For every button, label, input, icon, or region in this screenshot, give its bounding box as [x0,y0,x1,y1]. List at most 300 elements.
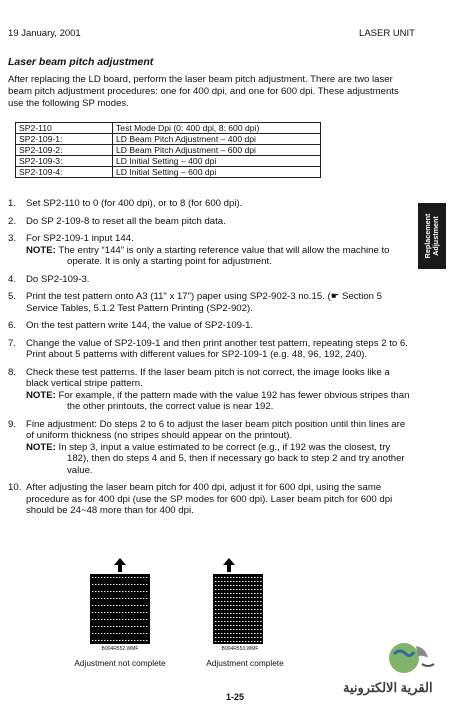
pattern-dot [137,584,138,585]
pattern-dot [260,585,261,586]
pattern-dot [98,591,99,592]
pattern-dot [233,577,234,578]
pattern-dot [254,613,255,614]
step-item [8,367,413,413]
sp-table-row [16,145,321,156]
pattern-dot [119,633,120,634]
pattern-dot [230,637,231,638]
pattern-dot [215,589,216,590]
pattern-dot [236,621,237,622]
figure-not-complete [60,558,180,670]
pattern-dot [239,617,240,618]
pattern-dot [236,593,237,594]
pattern-dot [257,593,258,594]
pattern-dot [98,577,99,578]
pattern-dot [245,641,246,642]
pattern-dot [215,577,216,578]
pattern-dot [146,577,147,578]
pattern-dot [260,621,261,622]
pattern-dot [239,589,240,590]
pattern-dot [104,591,105,592]
pattern-dot [104,619,105,620]
pattern-dot [134,605,135,606]
pattern-dot [251,597,252,598]
pattern-dot [215,597,216,598]
pattern-dot [107,619,108,620]
pattern-dot [218,601,219,602]
pattern-dot [230,609,231,610]
pattern-dot [131,612,132,613]
pattern-dot [224,609,225,610]
pattern-dot [254,629,255,630]
pattern-dot [92,626,93,627]
pattern-dot [128,619,129,620]
step-number: 2. [8,215,17,227]
test-pattern-image [213,574,263,644]
pattern-dot [92,612,93,613]
pattern-dot [215,601,216,602]
pattern-dot [242,613,243,614]
pattern-dot [119,598,120,599]
pattern-dot [230,597,231,598]
pattern-dot [113,619,114,620]
pattern-dot [140,577,141,578]
pattern-dot [254,617,255,618]
pattern-dot [254,625,255,626]
step-number: 6. [8,320,17,331]
pattern-dot [227,625,228,626]
pattern-dot [257,633,258,634]
pattern-dot [221,629,222,630]
pattern-dot [221,637,222,638]
pattern-dot [227,605,228,606]
pattern-dot [239,637,240,638]
pattern-dot [110,640,111,641]
pattern-dot [251,633,252,634]
pattern-dot [239,621,240,622]
pattern-dot [104,640,105,641]
pattern-dot [125,584,126,585]
pattern-dot [140,591,141,592]
pattern-dot [254,621,255,622]
pattern-dot [257,637,258,638]
pattern-dot [125,577,126,578]
pattern-dot [215,641,216,642]
pattern-dot [125,640,126,641]
pattern-dot [125,591,126,592]
pattern-dot [248,613,249,614]
pattern-dot [95,591,96,592]
pattern-dot [257,629,258,630]
step-note [26,390,413,413]
pattern-dot [215,609,216,610]
pattern-dot [242,589,243,590]
pattern-dot [92,605,93,606]
pattern-dot [248,605,249,606]
page-number: 1-25 [225,692,244,702]
pattern-dot [101,577,102,578]
pattern-dot [131,626,132,627]
pattern-dot [116,591,117,592]
pattern-dot [143,619,144,620]
pattern-dot [251,641,252,642]
pattern-dot [257,621,258,622]
pattern-dot [215,585,216,586]
sp-code-cell: SP2-109-1: [16,134,113,145]
pattern-dot [239,593,240,594]
pattern-dot [224,605,225,606]
pattern-dot [140,626,141,627]
pattern-dot [251,605,252,606]
pattern-dot [119,640,120,641]
pattern-dot [122,584,123,585]
pattern-dot [110,605,111,606]
pattern-dot [257,581,258,582]
pattern-dot [260,625,261,626]
pattern-dot [221,597,222,598]
pattern-dot [257,625,258,626]
pattern-dot [239,581,240,582]
pattern-dot [137,619,138,620]
pattern-dot [113,612,114,613]
pattern-dot [260,641,261,642]
pattern-dot [143,612,144,613]
pattern-dot [128,591,129,592]
pattern-dot [242,629,243,630]
pattern-dot [140,612,141,613]
pattern-dot [248,597,249,598]
pattern-dot [104,605,105,606]
pattern-dot [224,629,225,630]
pattern-dot [107,640,108,641]
sp-desc-cell: LD Initial Setting – 600 dpi [113,167,321,178]
pattern-dot [221,589,222,590]
pattern-dot [146,640,147,641]
pattern-dot [128,605,129,606]
pattern-dot [134,640,135,641]
pattern-dot [215,581,216,582]
pattern-dot [221,621,222,622]
pattern-dot [239,577,240,578]
pattern-dot [257,601,258,602]
pattern-dot [251,621,252,622]
pattern-dot [245,637,246,638]
pattern-dot [110,598,111,599]
pattern-dot [224,621,225,622]
pattern-dot [218,585,219,586]
pattern-dot [110,612,111,613]
pattern-dot [236,625,237,626]
pattern-dot [101,619,102,620]
pattern-dot [110,626,111,627]
pattern-dot [107,598,108,599]
pattern-dot [236,633,237,634]
pattern-dot [134,633,135,634]
pattern-dot [257,585,258,586]
pattern-dot [116,598,117,599]
pattern-dot [239,585,240,586]
sp-table-row [16,123,321,134]
pattern-dot [260,597,261,598]
pattern-dot [242,621,243,622]
pattern-dot [101,591,102,592]
pattern-dot [116,626,117,627]
pattern-dot [245,581,246,582]
pattern-dot [233,633,234,634]
pattern-dot [104,633,105,634]
test-pattern-image [90,574,150,644]
pattern-dot [122,640,123,641]
pattern-dot [227,581,228,582]
pattern-dot [131,598,132,599]
pattern-dot [245,625,246,626]
pattern-dot [101,626,102,627]
pattern-dot [98,619,99,620]
pattern-dot [221,605,222,606]
pattern-dot [143,598,144,599]
pattern-dot [146,612,147,613]
pattern-dot [215,605,216,606]
pattern-dot [101,633,102,634]
pattern-dot [113,584,114,585]
step-item [8,338,413,361]
pattern-dot [242,637,243,638]
pattern-dot [257,641,258,642]
pattern-dot [239,625,240,626]
pattern-dot [227,597,228,598]
pattern-dot [230,605,231,606]
pattern-dot [251,581,252,582]
figure-filename: B004R552.WMF [101,646,139,652]
pattern-dot [221,601,222,602]
pattern-dot [215,621,216,622]
sp-desc-cell: LD Initial Setting – 400 dpi [113,156,321,167]
step-number: 1. [8,198,17,209]
pattern-dot [242,617,243,618]
sp-table-row [16,156,321,167]
pattern-dot [143,591,144,592]
sp-table-row [16,167,321,178]
pattern-dot [137,577,138,578]
pattern-dot [230,593,231,594]
pattern-dot [221,581,222,582]
pattern-dot [101,584,102,585]
note-label: NOTE: [26,244,56,256]
pattern-dot [116,577,117,578]
pattern-dot [218,589,219,590]
step-number: 9. [8,418,17,430]
pattern-dot [101,598,102,599]
up-arrow-icon [223,558,235,572]
pattern-dot [221,633,222,634]
pattern-dot [230,577,231,578]
pattern-dot [140,584,141,585]
pattern-dot [248,585,249,586]
pattern-dot [227,637,228,638]
pattern-dot [251,617,252,618]
pattern-dot [236,641,237,642]
step-number: 8. [8,366,17,378]
pattern-dot [245,577,246,578]
pattern-dot [122,626,123,627]
pattern-dot [92,577,93,578]
sp-code-cell: SP2-110 [16,123,113,134]
pattern-dot [221,593,222,594]
pattern-dot [95,633,96,634]
pattern-dot [230,617,231,618]
step-note [26,442,413,477]
step-number: 7. [8,337,17,349]
sp-desc-cell: LD Beam Pitch Adjustment – 400 dpi [113,134,321,145]
pattern-dot [224,601,225,602]
pattern-dot [218,593,219,594]
pattern-dot [95,577,96,578]
pattern-dot [254,597,255,598]
pattern-dot [224,633,225,634]
pattern-dot [107,577,108,578]
pattern-dot [248,593,249,594]
pattern-dot [134,619,135,620]
pattern-dot [218,581,219,582]
pattern-dot [257,605,258,606]
pattern-dot [233,585,234,586]
pattern-dot [218,577,219,578]
pattern-dot [92,640,93,641]
pattern-dot [257,597,258,598]
pattern-dot [260,617,261,618]
step-item [8,233,413,268]
pattern-dot [245,605,246,606]
pattern-dot [248,601,249,602]
pattern-dot [113,591,114,592]
pattern-dot [107,591,108,592]
pattern-dot [260,577,261,578]
pattern-dot [95,598,96,599]
figure-caption: Adjustment complete [206,658,284,668]
pattern-dot [236,617,237,618]
intro-paragraph: After replacing the LD board, perform the laser beam pitch adjustment. There are two laser beam pitch adjustment procedures: one for 400 dpi, and one for 600 dpi. These adjustments use the following SP modes. [8,74,399,109]
pattern-dot [236,589,237,590]
pattern-dot [236,609,237,610]
pattern-dot [233,589,234,590]
pattern-dot [242,585,243,586]
pattern-dot [134,591,135,592]
pattern-dot [95,619,96,620]
pattern-dot [233,581,234,582]
pattern-dot [227,633,228,634]
pattern-dot [140,633,141,634]
pattern-dot [113,626,114,627]
pattern-dot [260,581,261,582]
pattern-dot [242,605,243,606]
pattern-dot [245,589,246,590]
pattern-dot [242,609,243,610]
note-text: For example, if the pattern made with the value 192 has fewer obvious stripes than the other printouts, the correct value is near 192. [58,389,410,412]
pattern-dot [248,617,249,618]
pattern-dot [215,613,216,614]
watermark-text: القرية الالكترونية [343,680,433,695]
pattern-dot [239,609,240,610]
pattern-dot [251,585,252,586]
pattern-dot [254,609,255,610]
pattern-dot [101,612,102,613]
pattern-dot [218,597,219,598]
pattern-dot [128,626,129,627]
pattern-dot [233,629,234,630]
pattern-dot [215,629,216,630]
pattern-dot [128,577,129,578]
pattern-dot [128,612,129,613]
pattern-dot [134,612,135,613]
pattern-dot [218,641,219,642]
pattern-dot [251,637,252,638]
pattern-dot [131,619,132,620]
pattern-dot [218,637,219,638]
pattern-dot [224,641,225,642]
pattern-dot [218,605,219,606]
pattern-dot [227,641,228,642]
pattern-dot [233,641,234,642]
pattern-dot [230,625,231,626]
pattern-dot [224,597,225,598]
pattern-dot [221,641,222,642]
pattern-dot [248,589,249,590]
pattern-dot [227,613,228,614]
pattern-dot [227,617,228,618]
pattern-dot [98,598,99,599]
step-number: 3. [8,233,17,244]
pattern-dot [125,619,126,620]
pattern-dot [230,601,231,602]
pattern-dot [227,601,228,602]
pattern-dot [134,584,135,585]
pattern-dot [98,612,99,613]
pattern-dot [221,617,222,618]
pattern-dot [110,591,111,592]
pattern-dot [218,617,219,618]
side-tab [418,203,446,269]
step-text: Set SP2-110 to 0 (for 400 dpi), or to 8 (for 600 dpi). [26,198,243,209]
pattern-dot [110,633,111,634]
pattern-dot [104,598,105,599]
pattern-dot [215,593,216,594]
step-text: Check these test patterns. If the laser beam pitch is not correct, the image looks like a black vertical stripe pattern. [26,366,390,389]
pattern-dot [218,625,219,626]
pattern-dot [146,591,147,592]
pattern-dot [110,577,111,578]
pattern-dot [245,597,246,598]
pattern-dot [218,613,219,614]
pattern-dot [134,598,135,599]
pattern-dot [254,577,255,578]
pattern-dot [137,612,138,613]
pattern-dot [227,609,228,610]
pattern-dot [131,584,132,585]
pattern-dot [245,629,246,630]
pattern-dot [230,621,231,622]
pattern-dot [248,629,249,630]
pattern-dot [137,633,138,634]
pattern-dot [236,585,237,586]
pattern-dot [221,625,222,626]
pattern-dot [254,633,255,634]
pattern-dot [257,609,258,610]
pattern-dot [128,633,129,634]
pattern-dot [221,585,222,586]
pattern-dot [116,619,117,620]
pattern-dot [251,601,252,602]
pattern-dot [92,633,93,634]
